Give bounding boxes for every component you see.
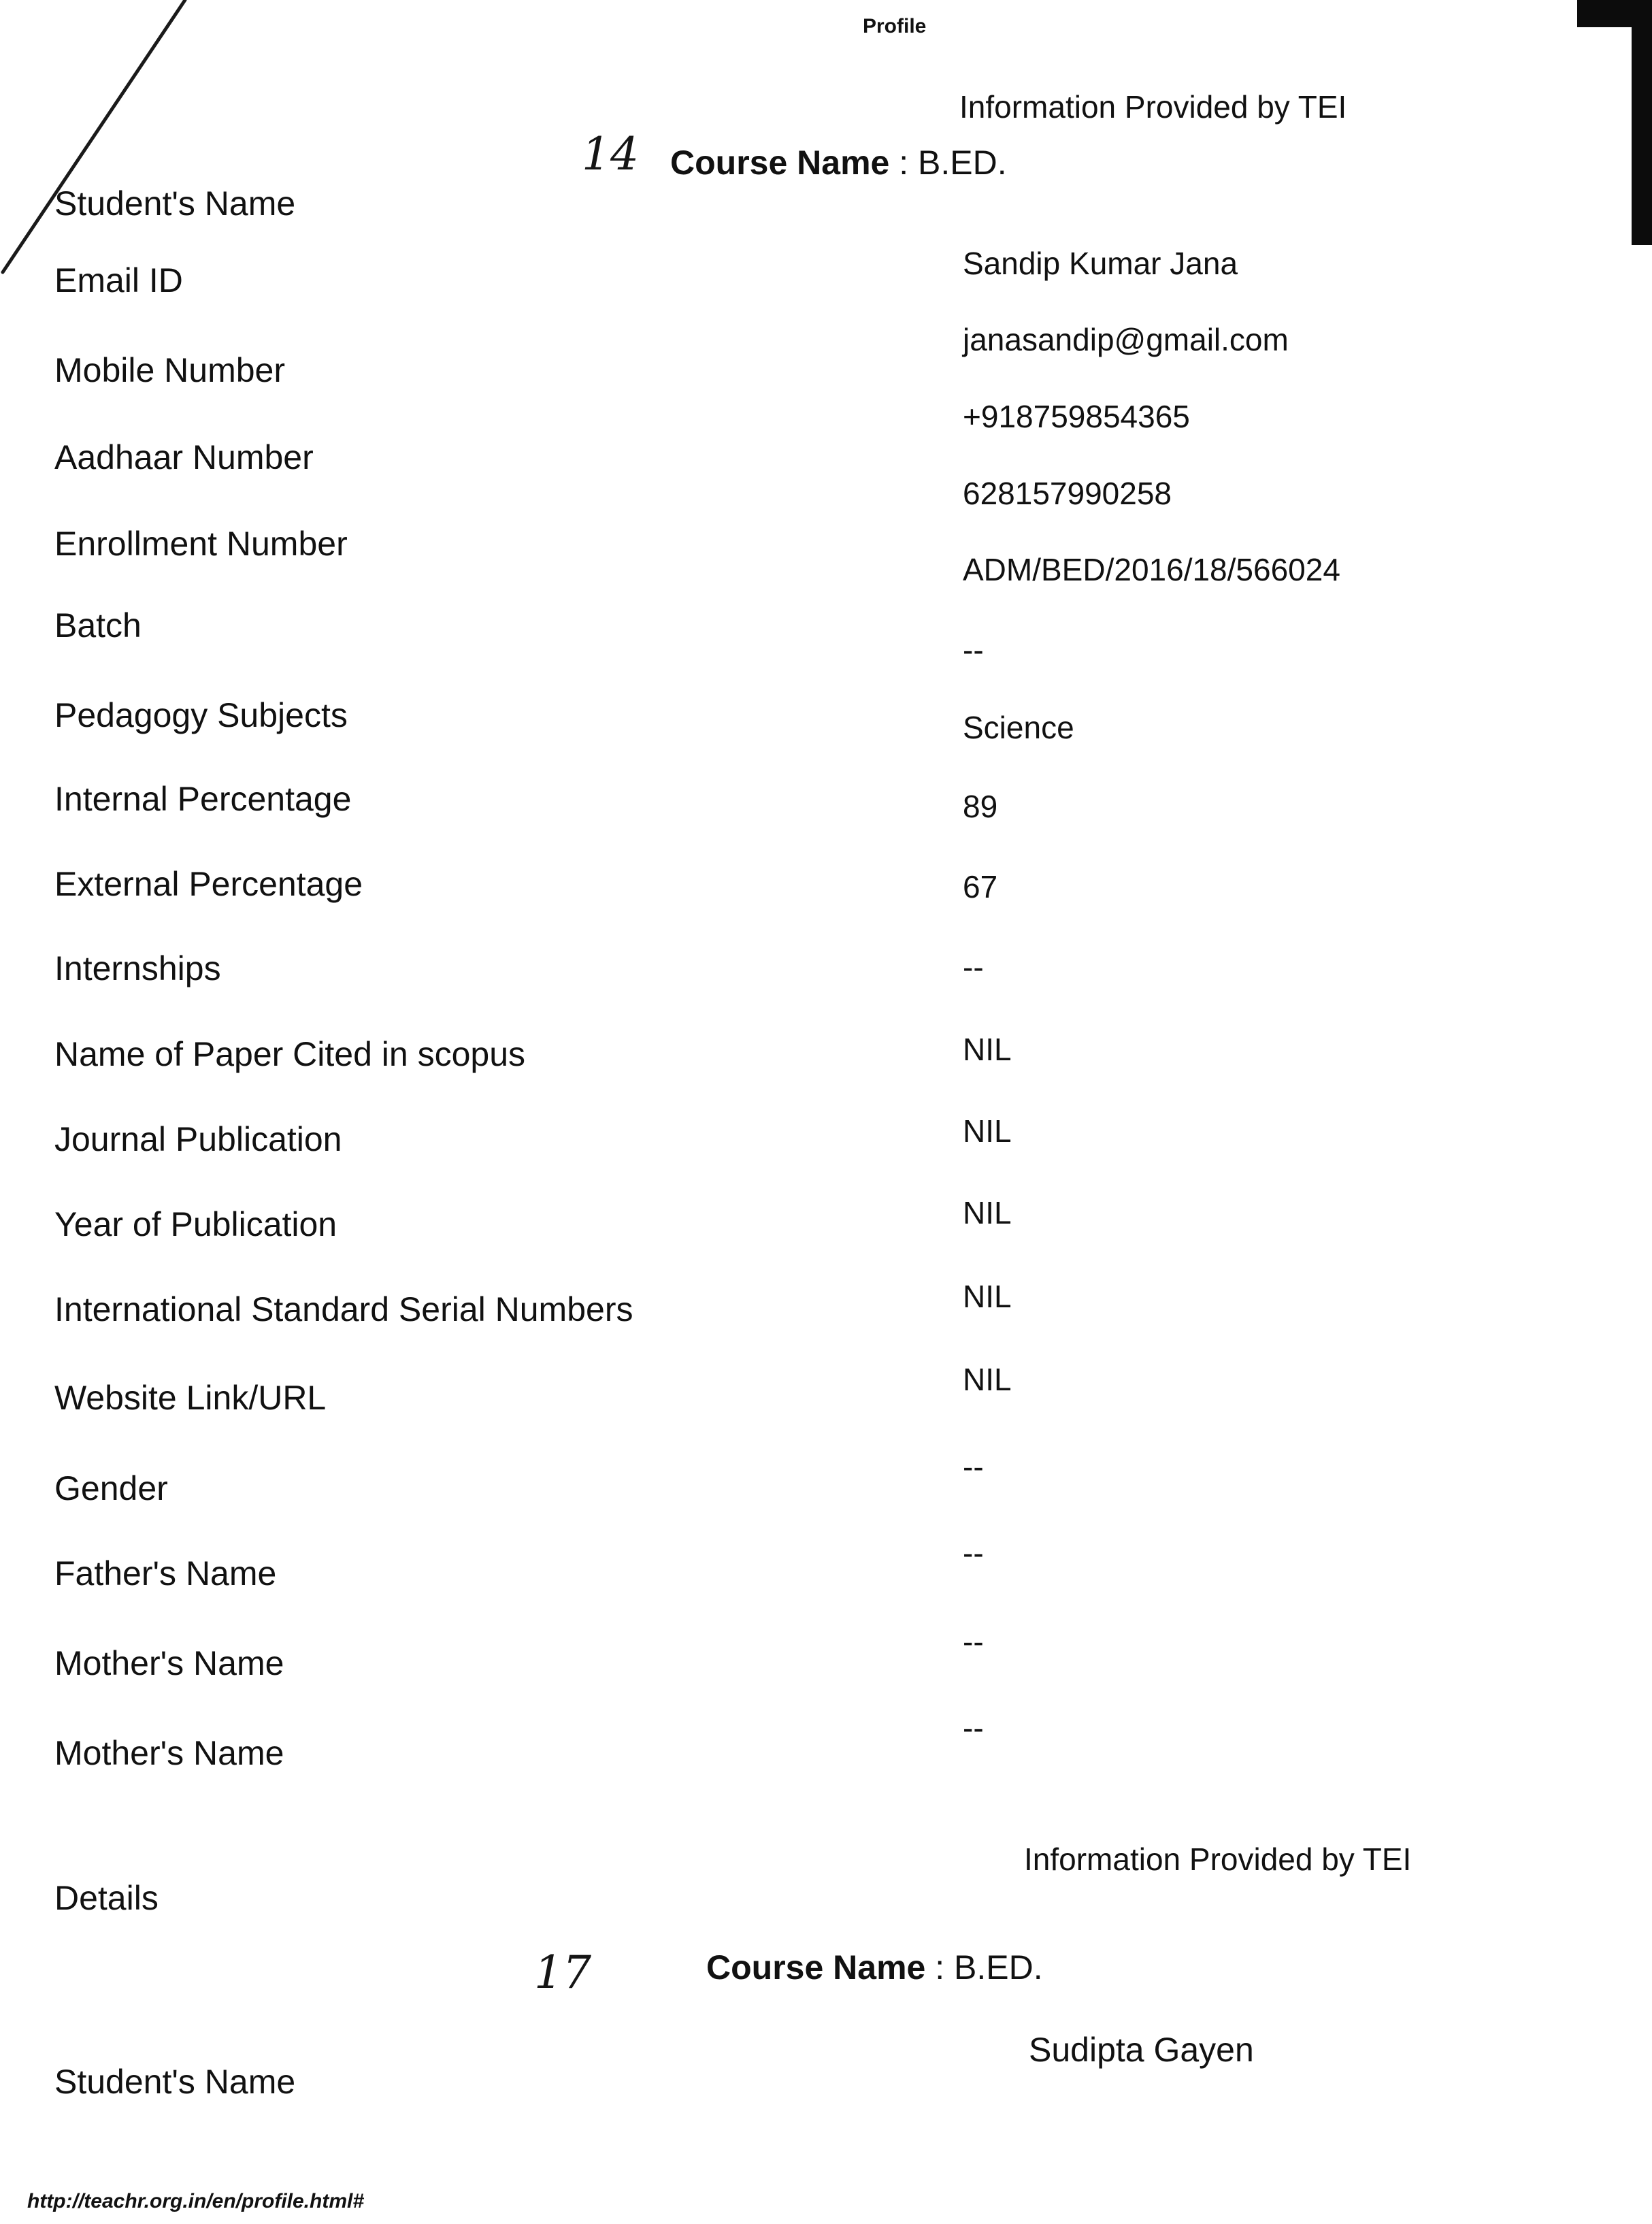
tei-info-header: Information Provided by TEI [959, 89, 1347, 125]
footer-url: http://teachr.org.in/en/profile.html# [27, 2190, 365, 2212]
handwritten-serial-number-2: 17 [534, 1946, 591, 1999]
field-label-mother-name: Mother's Name [54, 1644, 284, 1682]
field-label-scopus-paper: Name of Paper Cited in scopus [54, 1035, 526, 1073]
course-name-line [670, 143, 1007, 182]
field-value-aadhaar: 628157990258 [963, 476, 1172, 511]
field-label-student-name: Student's Name [54, 184, 296, 223]
course-name-value-2: : B.ED. [935, 1948, 1043, 1986]
field-value-batch: -- [963, 632, 984, 668]
field-value-gender: -- [963, 1449, 984, 1484]
field-label-gender: Gender [54, 1469, 168, 1507]
course-name-label-2: Course Name [706, 1948, 926, 1986]
scan-corner-shadow [1577, 0, 1652, 27]
field-value-journal-publication: NIL [963, 1113, 1012, 1149]
field-label-website: Website Link/URL [54, 1379, 327, 1417]
course-name-value: : B.ED. [899, 144, 1007, 182]
field-label-enrollment: Enrollment Number [54, 525, 348, 563]
field-value-email: janasandip@gmail.com [963, 322, 1289, 357]
tei-info-header-2: Information Provided by TEI [1024, 1842, 1412, 1877]
field-value-mother-name-2: -- [963, 1710, 984, 1746]
field-label-internal-percentage: Internal Percentage [54, 780, 352, 818]
field-label-mother-name-2: Mother's Name [54, 1734, 284, 1772]
field-value-internal-percentage: 89 [963, 789, 998, 824]
field-value-website: NIL [963, 1362, 1012, 1397]
field-value-father-name: -- [963, 1535, 984, 1571]
field-label-pedagogy: Pedagogy Subjects [54, 696, 348, 734]
field-label-batch: Batch [54, 606, 142, 644]
field-label-student-name-2: Student's Name [54, 2063, 296, 2101]
field-label-father-name: Father's Name [54, 1554, 277, 1592]
course-name-line-2 [706, 1948, 1043, 1987]
field-value-student-name: Sandip Kumar Jana [963, 246, 1238, 281]
field-value-student-name-2: Sudipta Gayen [1029, 2031, 1254, 2069]
pen-stroke-mark [0, 0, 204, 286]
field-label-year-of-publication: Year of Publication [54, 1205, 337, 1243]
field-label-aadhaar: Aadhaar Number [54, 438, 314, 476]
field-label-email: Email ID [54, 261, 183, 299]
field-label-internships: Internships [54, 949, 221, 987]
field-value-internships: -- [963, 949, 984, 985]
field-value-mother-name: -- [963, 1624, 984, 1659]
course-name-label: Course Name [670, 144, 890, 182]
field-value-external-percentage: 67 [963, 869, 998, 904]
field-value-issn: NIL [963, 1279, 1012, 1314]
field-value-enrollment: ADM/BED/2016/18/566024 [963, 552, 1340, 587]
field-label-issn: International Standard Serial Numbers [54, 1290, 633, 1328]
field-label-external-percentage: External Percentage [54, 865, 363, 903]
details-label: Details [54, 1879, 159, 1917]
field-label-journal-publication: Journal Publication [54, 1120, 342, 1158]
field-value-mobile: +918759854365 [963, 399, 1190, 434]
page-title: Profile [863, 15, 927, 37]
scan-edge-shadow [1632, 0, 1652, 245]
field-value-pedagogy: Science [963, 710, 1074, 745]
field-value-year-of-publication: NIL [963, 1195, 1012, 1230]
handwritten-serial-number: 14 [582, 128, 639, 180]
field-label-mobile: Mobile Number [54, 351, 286, 389]
field-value-scopus-paper: NIL [963, 1032, 1012, 1067]
